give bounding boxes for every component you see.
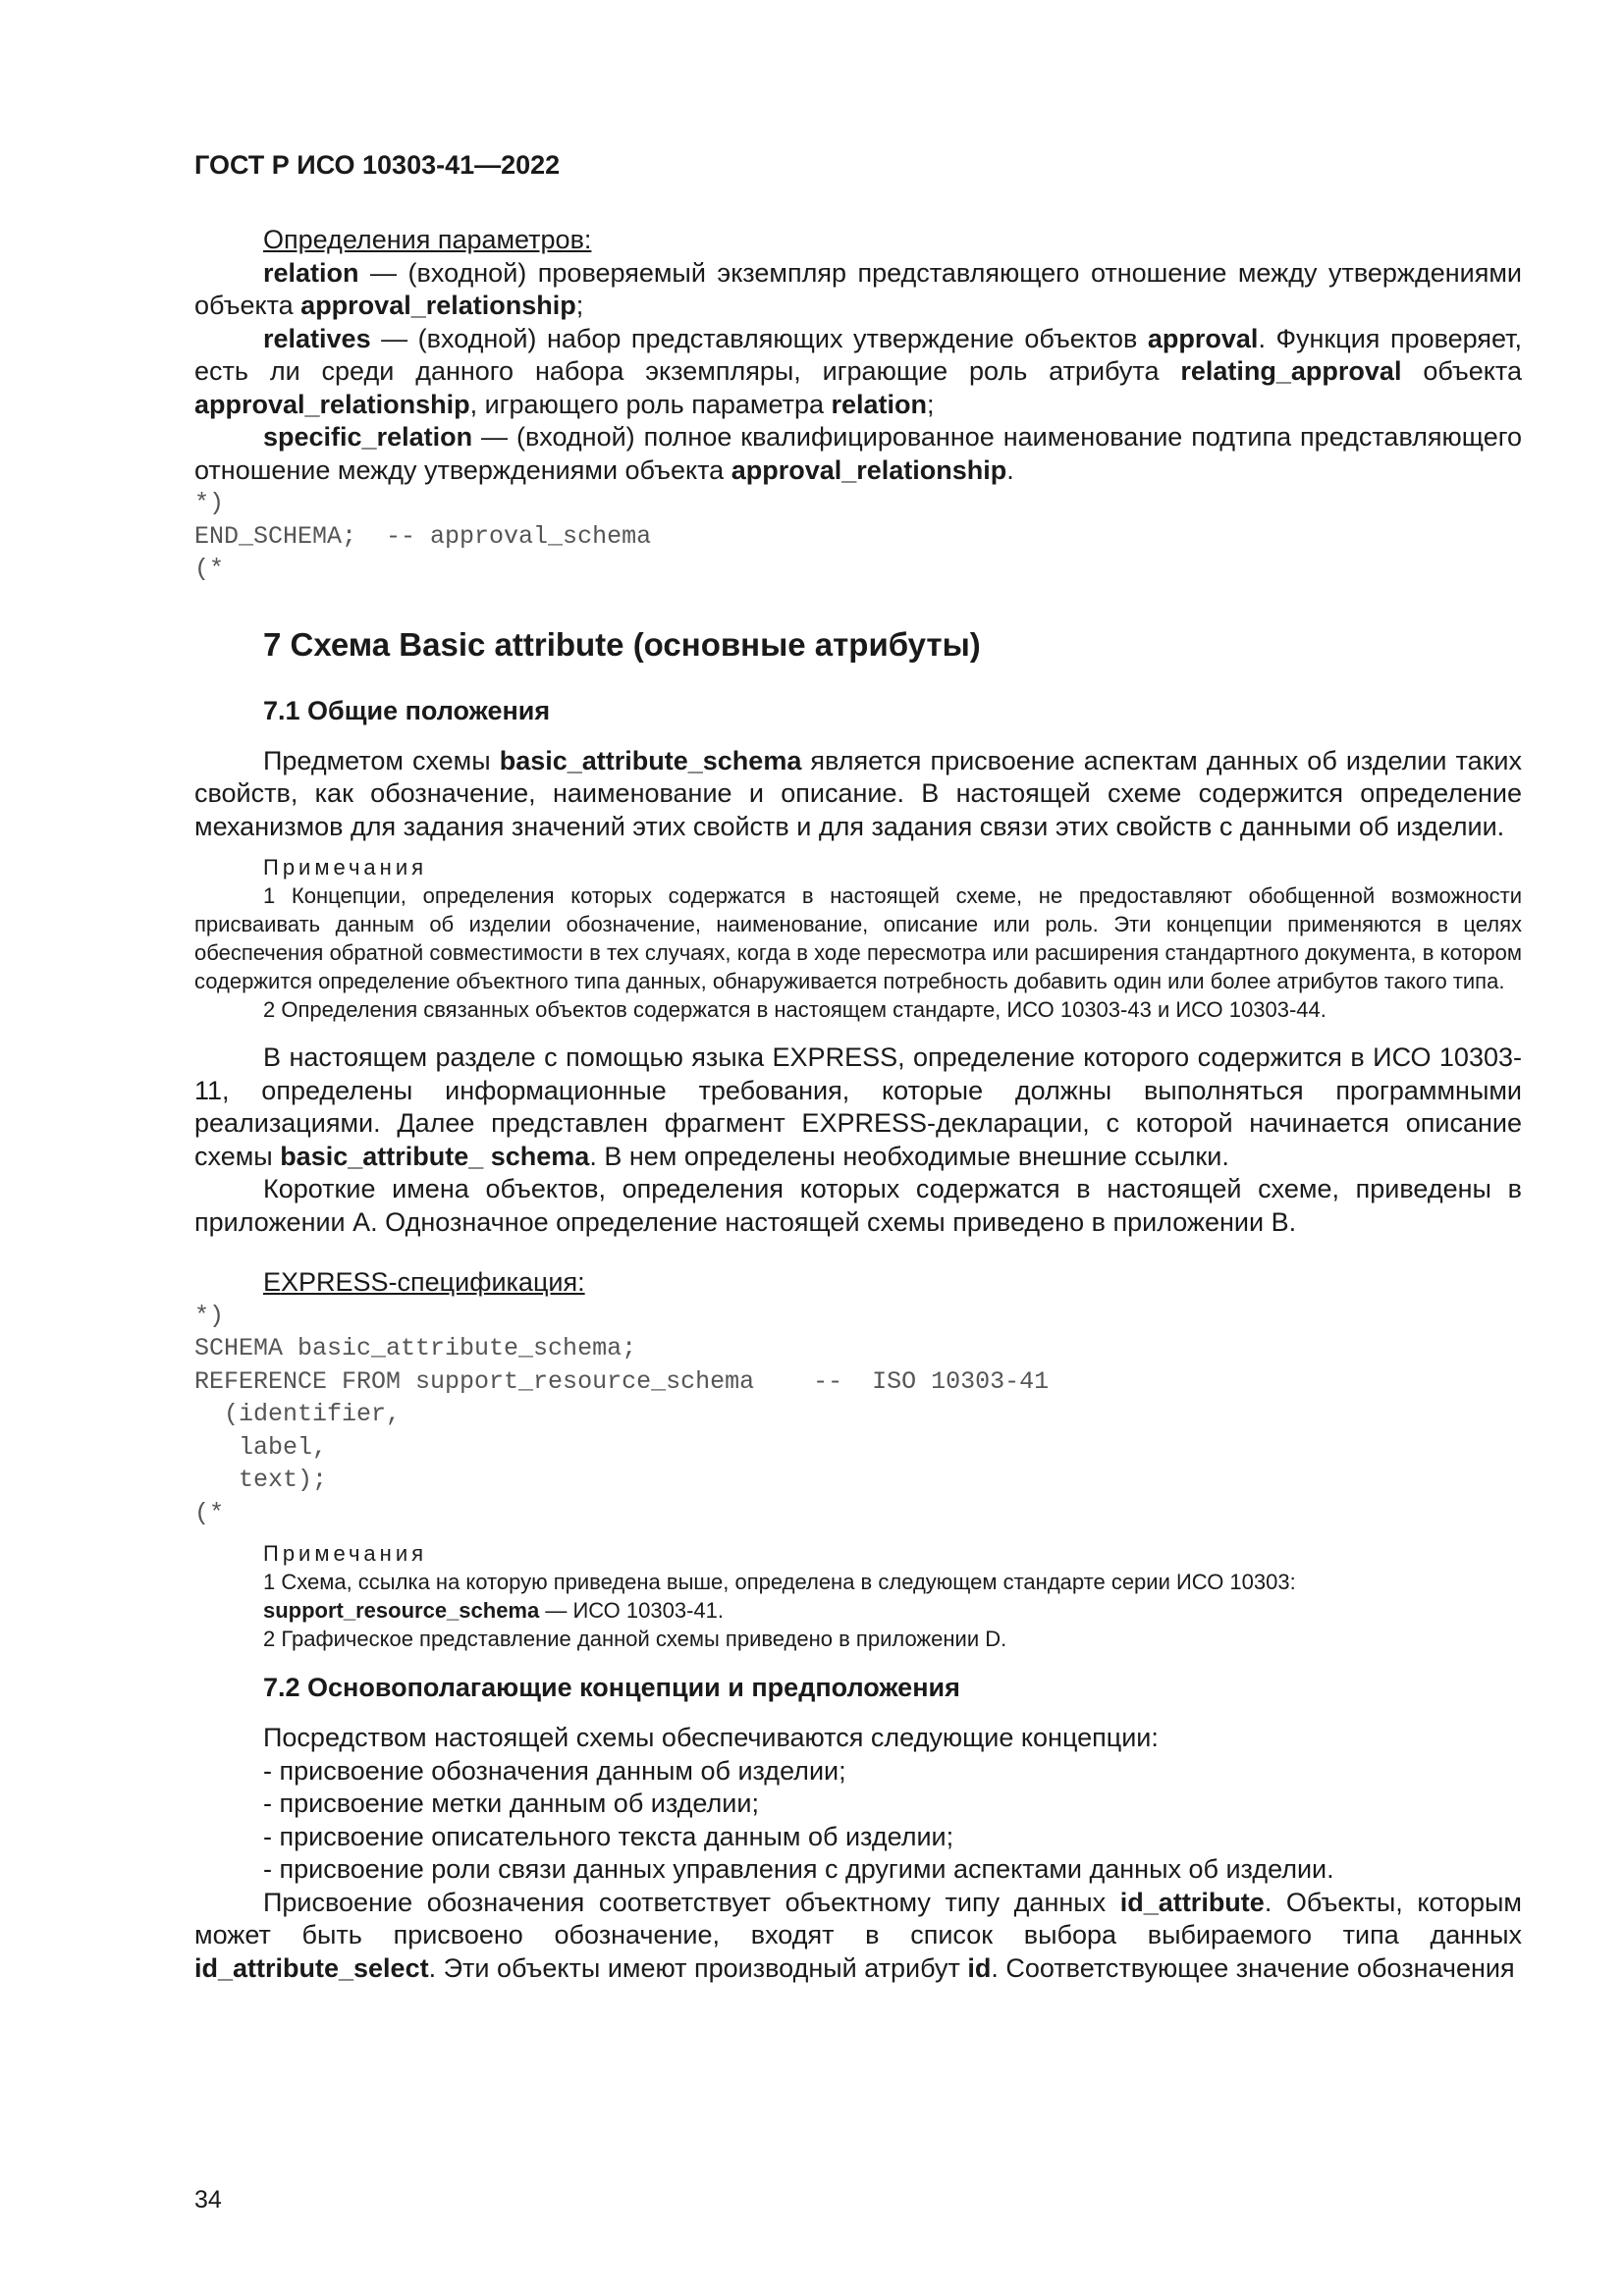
list-item: - присвоение роли связи данных управления с другими аспектами данных об изделии. [263,1854,1334,1884]
note-3: 1 Схема, ссылка на которую приведена выше, определена в следующем стандарте серии ИСО 10303: [263,1570,1296,1594]
page-number: 34 [194,2186,222,2214]
note-4: 2 Графическое представление данной схемы приведено в приложении D. [263,1627,1007,1651]
note-2: 2 Определения связанных объектов содержатся в настоящем стандарте, ИСО 10303-43 и ИСО 10303-44. [263,997,1326,1022]
section-7-1-title: 7.1 Общие положения [263,695,551,725]
list-item: - присвоение описательного текста данным об изделии; [263,1821,954,1851]
express-paragraph: В настоящем разделе с помощью языка EXPRESS, определение которого содержится в ИСО 10303-11, определены информационные требования, которые должны выполняться программными реализациями. Далее представлен фрагмент EXPRESS-декларации, с которой начинается описание схемы basic_attribute_ schema. В нем определены необходимые внешние ссылки. [194,1042,1522,1171]
code-block-end-schema: *) END_SCHEMA; -- approval_schema (* [194,489,652,583]
note-1: 1 Концепции, определения которых содержатся в настоящей схеме, не предоставляют обобщенной возможности присваивать данным об изделии обозначение, наименование, описание или роль. Эти концепции применяются в целях обеспечения обратной совместимости в тех случаях, когда в ходе пересмотра или расширения стандартного документа, в котором содержится определение объектного типа данных, обнаруживается потребность добавить один или более атрибутов такого типа. [194,883,1522,993]
document-header: ГОСТ Р ИСО 10303-41—2022 [194,150,561,180]
param-specific-relation: specific_relation — (входной) полное квалифицированное наименование подтипа представляющего отношение между утверждениями объекта approval_relationship. [194,422,1522,485]
list-item: - присвоение обозначения данным об изделии; [263,1755,846,1786]
notes-heading-2: Примечания [263,1541,428,1566]
code-block-schema: *) SCHEMA basic_attribute_schema; REFERENCE FROM support_resource_schema -- ISO 10303-41 (identifier, label, text); (* [194,1301,1050,1527]
notes-heading: Примечания [263,855,428,880]
note-3-ref: support_resource_schema — ИСО 10303-41. [263,1598,724,1623]
document-page [194,147,1522,1985]
list-item: - присвоение метки данным об изделии; [263,1789,759,1818]
concepts-intro: Посредством настоящей схемы обеспечиваются следующие концепции: [263,1723,1159,1752]
express-spec-title: EXPRESS-спецификация: [263,1267,585,1297]
param-relatives: relatives — (входной) набор представляющих утверждение объектов approval. Функция проверяет, есть ли среди данного набора экземпляры, играющие роль атрибута relating_approval объекта approval_relationship, играющего роль параметра relation; [194,323,1523,419]
section-7-1-paragraph: Предметом схемы basic_attribute_schema является присвоение аспектам данных об изделии таких свойств, как обозначение, наименование и описание. В настоящей схеме содержится определение механизмов для задания значений этих свойств и для задания связи этих свойств с данными об изделии. [194,745,1523,841]
section-7-2-title: 7.2 Основополагающие концепции и предположения [263,1673,960,1702]
short-names-paragraph: Короткие имена объектов, определения которых содержатся в настоящей схеме, приведены в приложении A. Однозначное определение настоящей схемы приведено в приложении B. [194,1174,1522,1237]
params-title: Определения параметров: [263,225,592,254]
id-attribute-paragraph: Присвоение обозначения соответствует объектному типу данных id_attribute. Объекты, которым может быть присвоено обозначение, входят в список выбора выбираемого типа данных id_attribute_select. Эти объекты имеют производный атрибут id. Соответствующее значение обозначения [194,1887,1522,1983]
param-relation: relation — (входной) проверяемый экземпляр представляющего отношение между утверждениями объекта approval_relationship; [194,257,1522,320]
section-7-title: 7 Схема Basic attribute (основные атрибуты) [263,625,981,663]
